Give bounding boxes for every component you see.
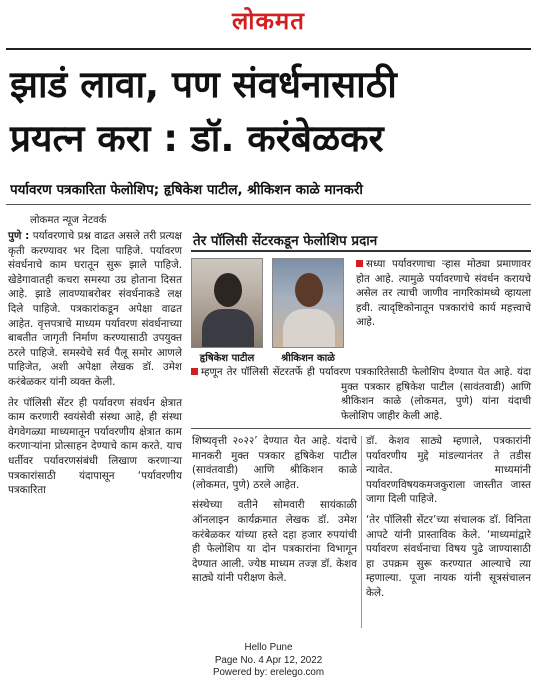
- left-paragraph-1: [8, 229, 182, 390]
- left-paragraph-1-text: पर्यावरणाचे प्रश्न वाढत असले तरी प्रत्यक्ष कृती करण्यावर भर दिला पाहिजे. पर्यावरण संवर्धनाचे काम घरातून सुरू झाले पाहिजे. खेडेगावातही कचरा समस्या उग्र होताना दिसत आहे. झाडे लावण्याबरोबर संवर्धनाकडे लक्ष दिले पाहिजे. पत्रकारांकडून अपेक्षा वाढत आहेत. वृत्तपत्राचे माध्यम पर्यावरण संवर्धनाच्या बाबतीत जागृती निर्माण करण्यासाठी उपयुक्त ठरले पाहिजे. समस्येचे सर्व पैलू समोर आणले पाहिजेत, अशी अपेक्षा लेखक डॉ. उमेश करंबेळकर यांनी व्यक्त केली.: [8, 230, 182, 388]
- headline-line-2: प्रयत्न करा : डॉ. करंबेळकर: [10, 117, 384, 160]
- left-column: [8, 229, 182, 504]
- subhead-rule: [6, 204, 531, 205]
- square-bullet-icon: [191, 368, 198, 375]
- column-divider: [361, 436, 362, 628]
- portrait-body: [202, 309, 254, 348]
- subheadline: पर्यावरण पत्रकारिता फेलोशिप; हृषिकेश पाटील, श्रीकिशन काळे मानकरी: [10, 182, 363, 198]
- photo-caption-2: श्रीकिशन काळे: [281, 353, 335, 364]
- right-column: [366, 434, 531, 607]
- left-paragraph-2: तेर पॉलिसी सेंटर ही पर्यावरण संवर्धन क्षेत्रात काम करणारी स्वयंसेवी संस्था आहे, ही संस्था वेगवेगळ्या माध्यमातून पर्यावरणीय क्षेत्रात काम करणाऱ्यांना प्रोत्साहन देण्याचे काम करते. याच धर्तीवर पर्यावरणसंबंधी लिखाण करणाऱ्या पत्रकारांसाठी यंदापासून ‘पर्यावरणीय पत्रकारिता: [8, 396, 182, 497]
- middle-paragraph-1: शिष्यवृत्ती २०२२’ देण्यात येत आहे. यंदाचे मानकरी मुक्त पत्रकार हृषिकेश पाटील (सावंतवाडी) आणि श्रीकिशन काळे (लोकमत, पुणे) ठरले आहेत.: [192, 435, 357, 491]
- box-bullet-2-text: म्हणून तेर पॉलिसी सेंटरतर्फे ही पर्यावरण पत्रकारितेसाठी फेलोशिप देण्यात येत आहे. यंदा मुक्त पत्रकार हृषिकेश पाटील (सावंतवाडी) आणि श्रीकिशन काळे (लोकमत, पुणे) यांना यंदाची फेलोशिप जाहीर केली आहे.: [201, 367, 531, 422]
- headline: [10, 58, 530, 166]
- headline-line-1: झाडं लावा, पण संवर्धनासाठी: [10, 63, 397, 106]
- dateline: पुणे :: [8, 230, 30, 242]
- box-bullet-2: [191, 366, 531, 424]
- photo-shrikishan-kale: [272, 258, 344, 348]
- box-bullet-1-text: सध्या पर्यावरणाचा ऱ्हास मोठ्या प्रमाणावर होत आहे. त्यामुळे पर्यावरणाचे संवर्धन करायचे असेल तर त्याची जाणीव नागरिकांमध्ये व्हायला हवी. त्यादृष्टिकोनातून पत्रकारांचे कार्य महत्त्वाचे आहे.: [356, 259, 531, 329]
- box-bullet-1: [356, 258, 531, 331]
- portrait-head: [295, 273, 323, 307]
- square-bullet-icon: [356, 260, 363, 267]
- newspaper-logo: लोकमत: [232, 6, 305, 35]
- masthead: [0, 4, 537, 38]
- right-paragraph-1: डॉ. केशव साठ्ये म्हणाले, पत्रकारांनी पर्यावरणीय मुद्दे मांडल्यानंतर ते तडीस न्यावेत. माध्यमांनी पर्यावरणविषयकमजकुराला जास्तीत जास्त जागा दिली पाहिजे.: [366, 435, 531, 506]
- footer-edition: Hello Pune: [244, 642, 293, 653]
- photo-hrishikesh-patil: [191, 258, 263, 348]
- footer-page-date: Page No. 4 Apr 12, 2022: [214, 654, 323, 666]
- footer: [0, 642, 537, 680]
- middle-column: [192, 434, 357, 592]
- right-paragraph-2: ‘तेर पॉलिसी सेंटर’च्या संचालक डॉ. विनिता आपटे यांनी प्रास्ताविक केले. ‘माध्यमांद्वारे पर्यावरण संवर्धनाचा विषय पुढे जाण्यासाठी हा उपक्रम सुरू करण्यात आल्याचे त्या म्हणाल्या. पूजा नायक यांनी सूत्रसंचालन केले.: [366, 513, 531, 599]
- box-rule: [191, 428, 531, 429]
- portrait-head: [214, 273, 242, 307]
- byline: लोकमत न्यूज नेटवर्क: [30, 215, 107, 226]
- middle-paragraph-2: संस्थेच्या वतीने सोमवारी सायंकाळी ऑनलाइन कार्यक्रमात लेखक डॉ. उमेश करंबेळकर यांच्या हस्ते दहा हजार रुपयांची ही फेलोशिप या दोन पत्रकारांना विभागून देण्यात आली. ज्येष्ठ माध्यम तज्ज्ञ डॉ. केशव साठ्ये यांनी परीक्षण केले.: [192, 499, 357, 585]
- masthead-rule: [6, 48, 531, 50]
- footer-powered-by: Powered by: erelego.com: [212, 667, 325, 678]
- box-title: तेर पॉलिसी सेंटरकडून फेलोशिप प्रदान: [191, 230, 531, 252]
- portrait-body: [283, 309, 335, 348]
- photo-caption-1: हृषिकेश पाटील: [199, 353, 255, 364]
